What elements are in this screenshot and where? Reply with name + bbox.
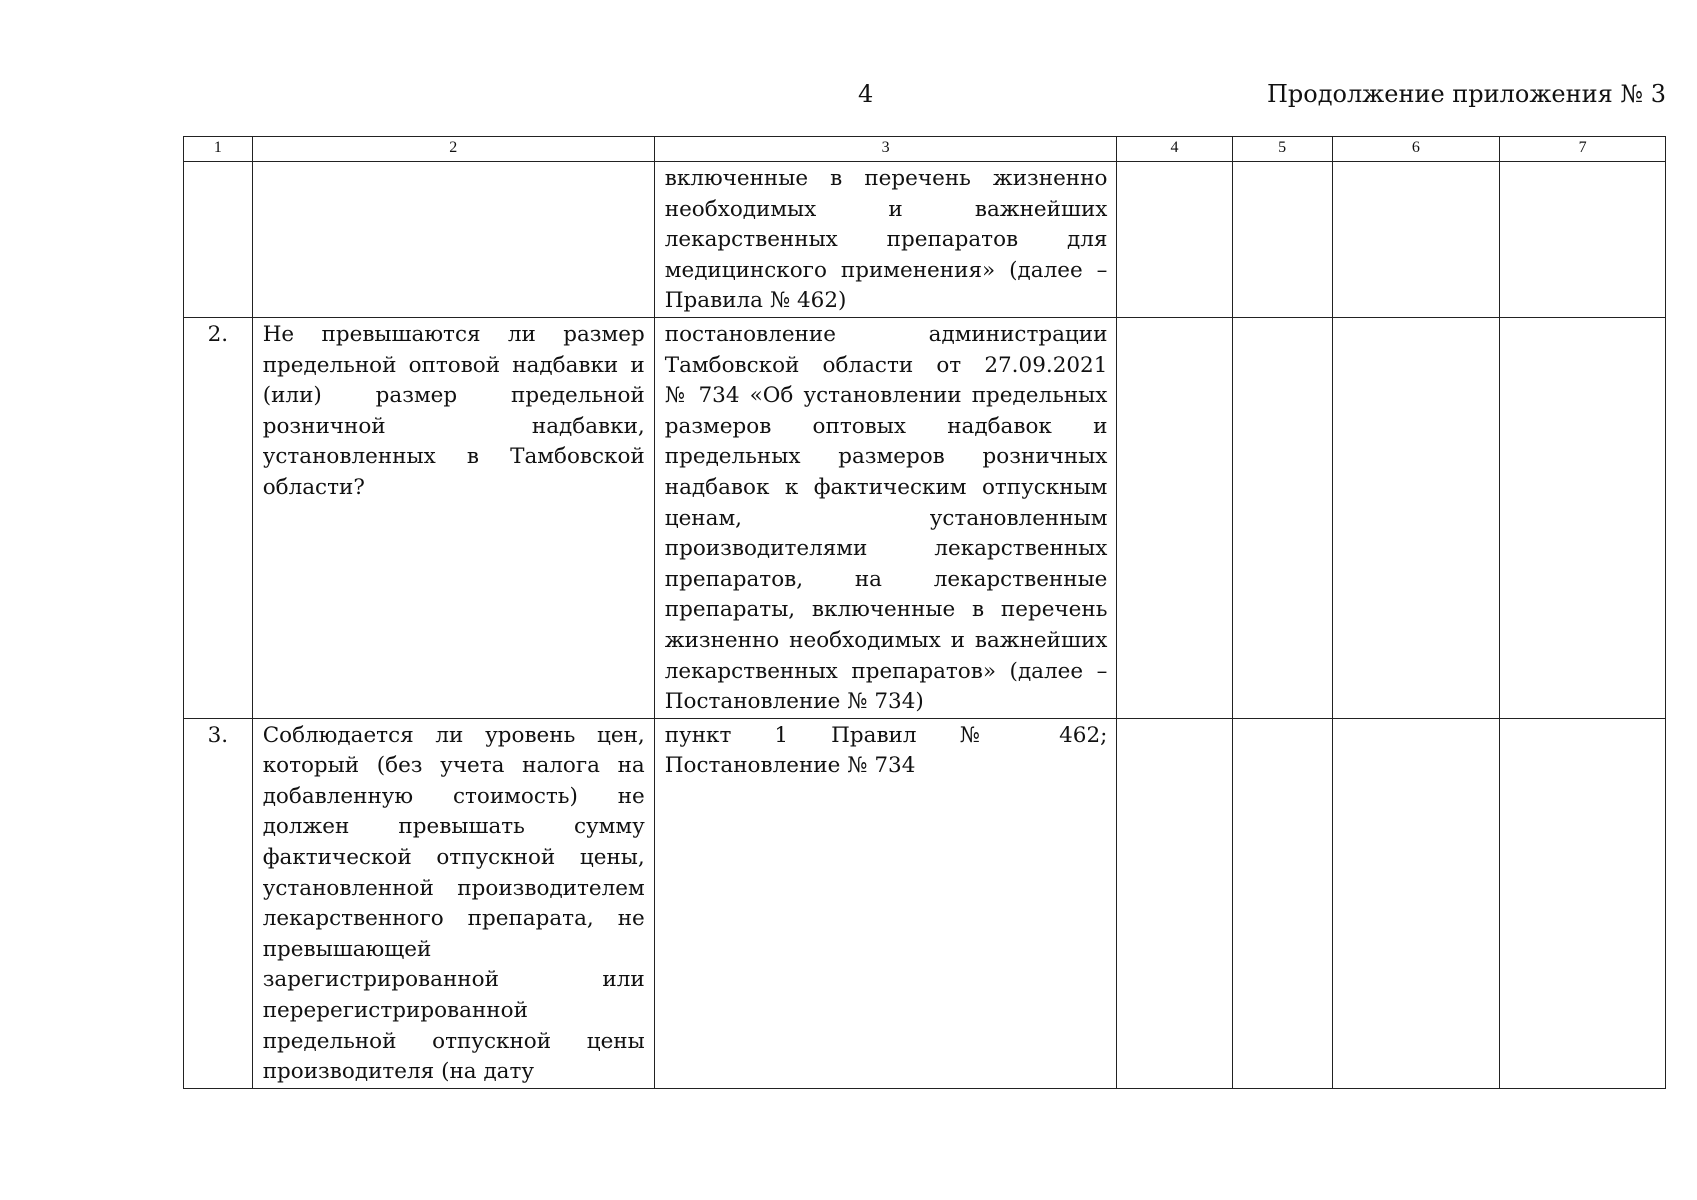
empty-cell-col-6 — [1332, 317, 1500, 718]
question-cell-line: Не превышаются ли размер — [262, 321, 645, 347]
legal-basis-cell-line: надбавок к фактическим отпускным — [664, 474, 1108, 500]
question-cell-line: производителя (на дату — [262, 1059, 535, 1085]
empty-cell-col-6 — [1332, 718, 1500, 1088]
question-cell-line: розничной надбавки, — [262, 413, 645, 439]
question-cell-line: должен превышать сумму — [262, 814, 645, 840]
empty-cell-col-5 — [1232, 162, 1332, 318]
legal-basis-cell-line: ценам, установленным — [664, 505, 1108, 531]
column-number-3: 3 — [654, 137, 1117, 162]
question-cell-line: установленной производителем — [262, 875, 645, 901]
question-cell-line: области? — [262, 474, 365, 500]
column-number-row — [184, 137, 1666, 162]
question-cell-line: который (без учета налога на — [262, 753, 645, 779]
table-row — [184, 162, 1666, 318]
column-number-7: 7 — [1500, 137, 1666, 162]
empty-cell-col-4 — [1117, 162, 1232, 318]
legal-basis-cell — [654, 162, 1117, 318]
empty-cell-col-7 — [1500, 317, 1666, 718]
table-body — [184, 162, 1666, 1089]
appendix-continuation-caption: Продолжение приложения № 3 — [1266, 80, 1666, 108]
legal-basis-cell-line: Правила № 462) — [664, 288, 847, 314]
table-row — [184, 317, 1666, 718]
question-cell-line: предельной отпускной цены — [262, 1028, 645, 1054]
row-number-cell — [184, 317, 253, 718]
legal-basis-cell-line: предельных размеров розничных — [664, 444, 1108, 470]
row-number: 2. — [207, 321, 229, 347]
legal-basis-cell-line: производителями лекарственных — [664, 536, 1108, 562]
table-row — [184, 718, 1666, 1088]
legal-basis-cell — [654, 317, 1117, 718]
legal-basis-cell-line: препаратов, на лекарственные — [664, 566, 1108, 592]
question-cell-line: Соблюдается ли уровень цен, — [262, 722, 645, 748]
legal-basis-cell-line: препараты, включенные в перечень — [664, 597, 1108, 623]
legal-basis-cell-line: включенные в перечень жизненно — [664, 166, 1108, 191]
empty-cell-col-5 — [1232, 718, 1332, 1088]
legal-basis-cell-line: Тамбовской области от 27.09.2021 — [664, 352, 1108, 378]
question-cell-line: превышающей — [262, 936, 432, 962]
empty-cell-col-6 — [1332, 162, 1500, 318]
question-cell — [252, 718, 654, 1088]
legal-basis-cell-line: необходимых и важнейших — [664, 196, 1108, 222]
question-cell-line: установленных в Тамбовской — [262, 444, 645, 470]
empty-cell-col-7 — [1500, 718, 1666, 1088]
question-cell-line: лекарственного препарата, не — [262, 906, 645, 932]
question-cell-line: добавленную стоимость) не — [262, 783, 645, 809]
legal-basis-cell-line: № 734 «Об установлении предельных — [664, 383, 1108, 409]
legal-basis-cell — [654, 718, 1117, 1088]
question-cell-line: фактической отпускной цены, — [262, 845, 645, 871]
legal-basis-cell-line: постановление администрации — [664, 321, 1108, 347]
column-number-6: 6 — [1332, 137, 1500, 162]
column-number-2: 2 — [252, 137, 654, 162]
question-cell-line: предельной оптовой надбавки и — [262, 352, 645, 378]
empty-cell-col-5 — [1232, 317, 1332, 718]
row-number-cell — [184, 162, 253, 318]
page-number: 4 — [858, 80, 874, 108]
question-cell — [252, 317, 654, 718]
question-cell-line: (или) размер предельной — [262, 383, 645, 409]
row-number: 3. — [207, 722, 229, 748]
column-number-1: 1 — [184, 137, 253, 162]
question-cell — [252, 162, 654, 318]
legal-basis-cell-line: Постановление № 734 — [664, 753, 916, 779]
legal-basis-cell-line: размеров оптовых надбавок и — [664, 413, 1108, 439]
column-number-5: 5 — [1232, 137, 1332, 162]
legal-basis-cell-line: лекарственных препаратов» (далее – — [664, 658, 1108, 684]
legal-basis-cell-line: Постановление № 734) — [664, 689, 924, 715]
empty-cell-col-7 — [1500, 162, 1666, 318]
row-number-cell — [184, 718, 253, 1088]
legal-basis-cell-line: лекарственных препаратов для — [664, 227, 1108, 253]
empty-cell-col-4 — [1117, 317, 1232, 718]
legal-basis-cell-line: медицинского применения» (далее – — [664, 257, 1108, 283]
legal-basis-cell-line: пункт 1 Правил № 462; — [664, 722, 1108, 748]
question-cell-line: зарегистрированной или — [262, 967, 645, 993]
legal-basis-cell-line: жизненно необходимых и важнейших — [664, 627, 1108, 653]
column-number-4: 4 — [1117, 137, 1232, 162]
checklist-table — [183, 136, 1666, 1089]
question-cell-line: перерегистрированной — [262, 998, 528, 1024]
empty-cell-col-4 — [1117, 718, 1232, 1088]
